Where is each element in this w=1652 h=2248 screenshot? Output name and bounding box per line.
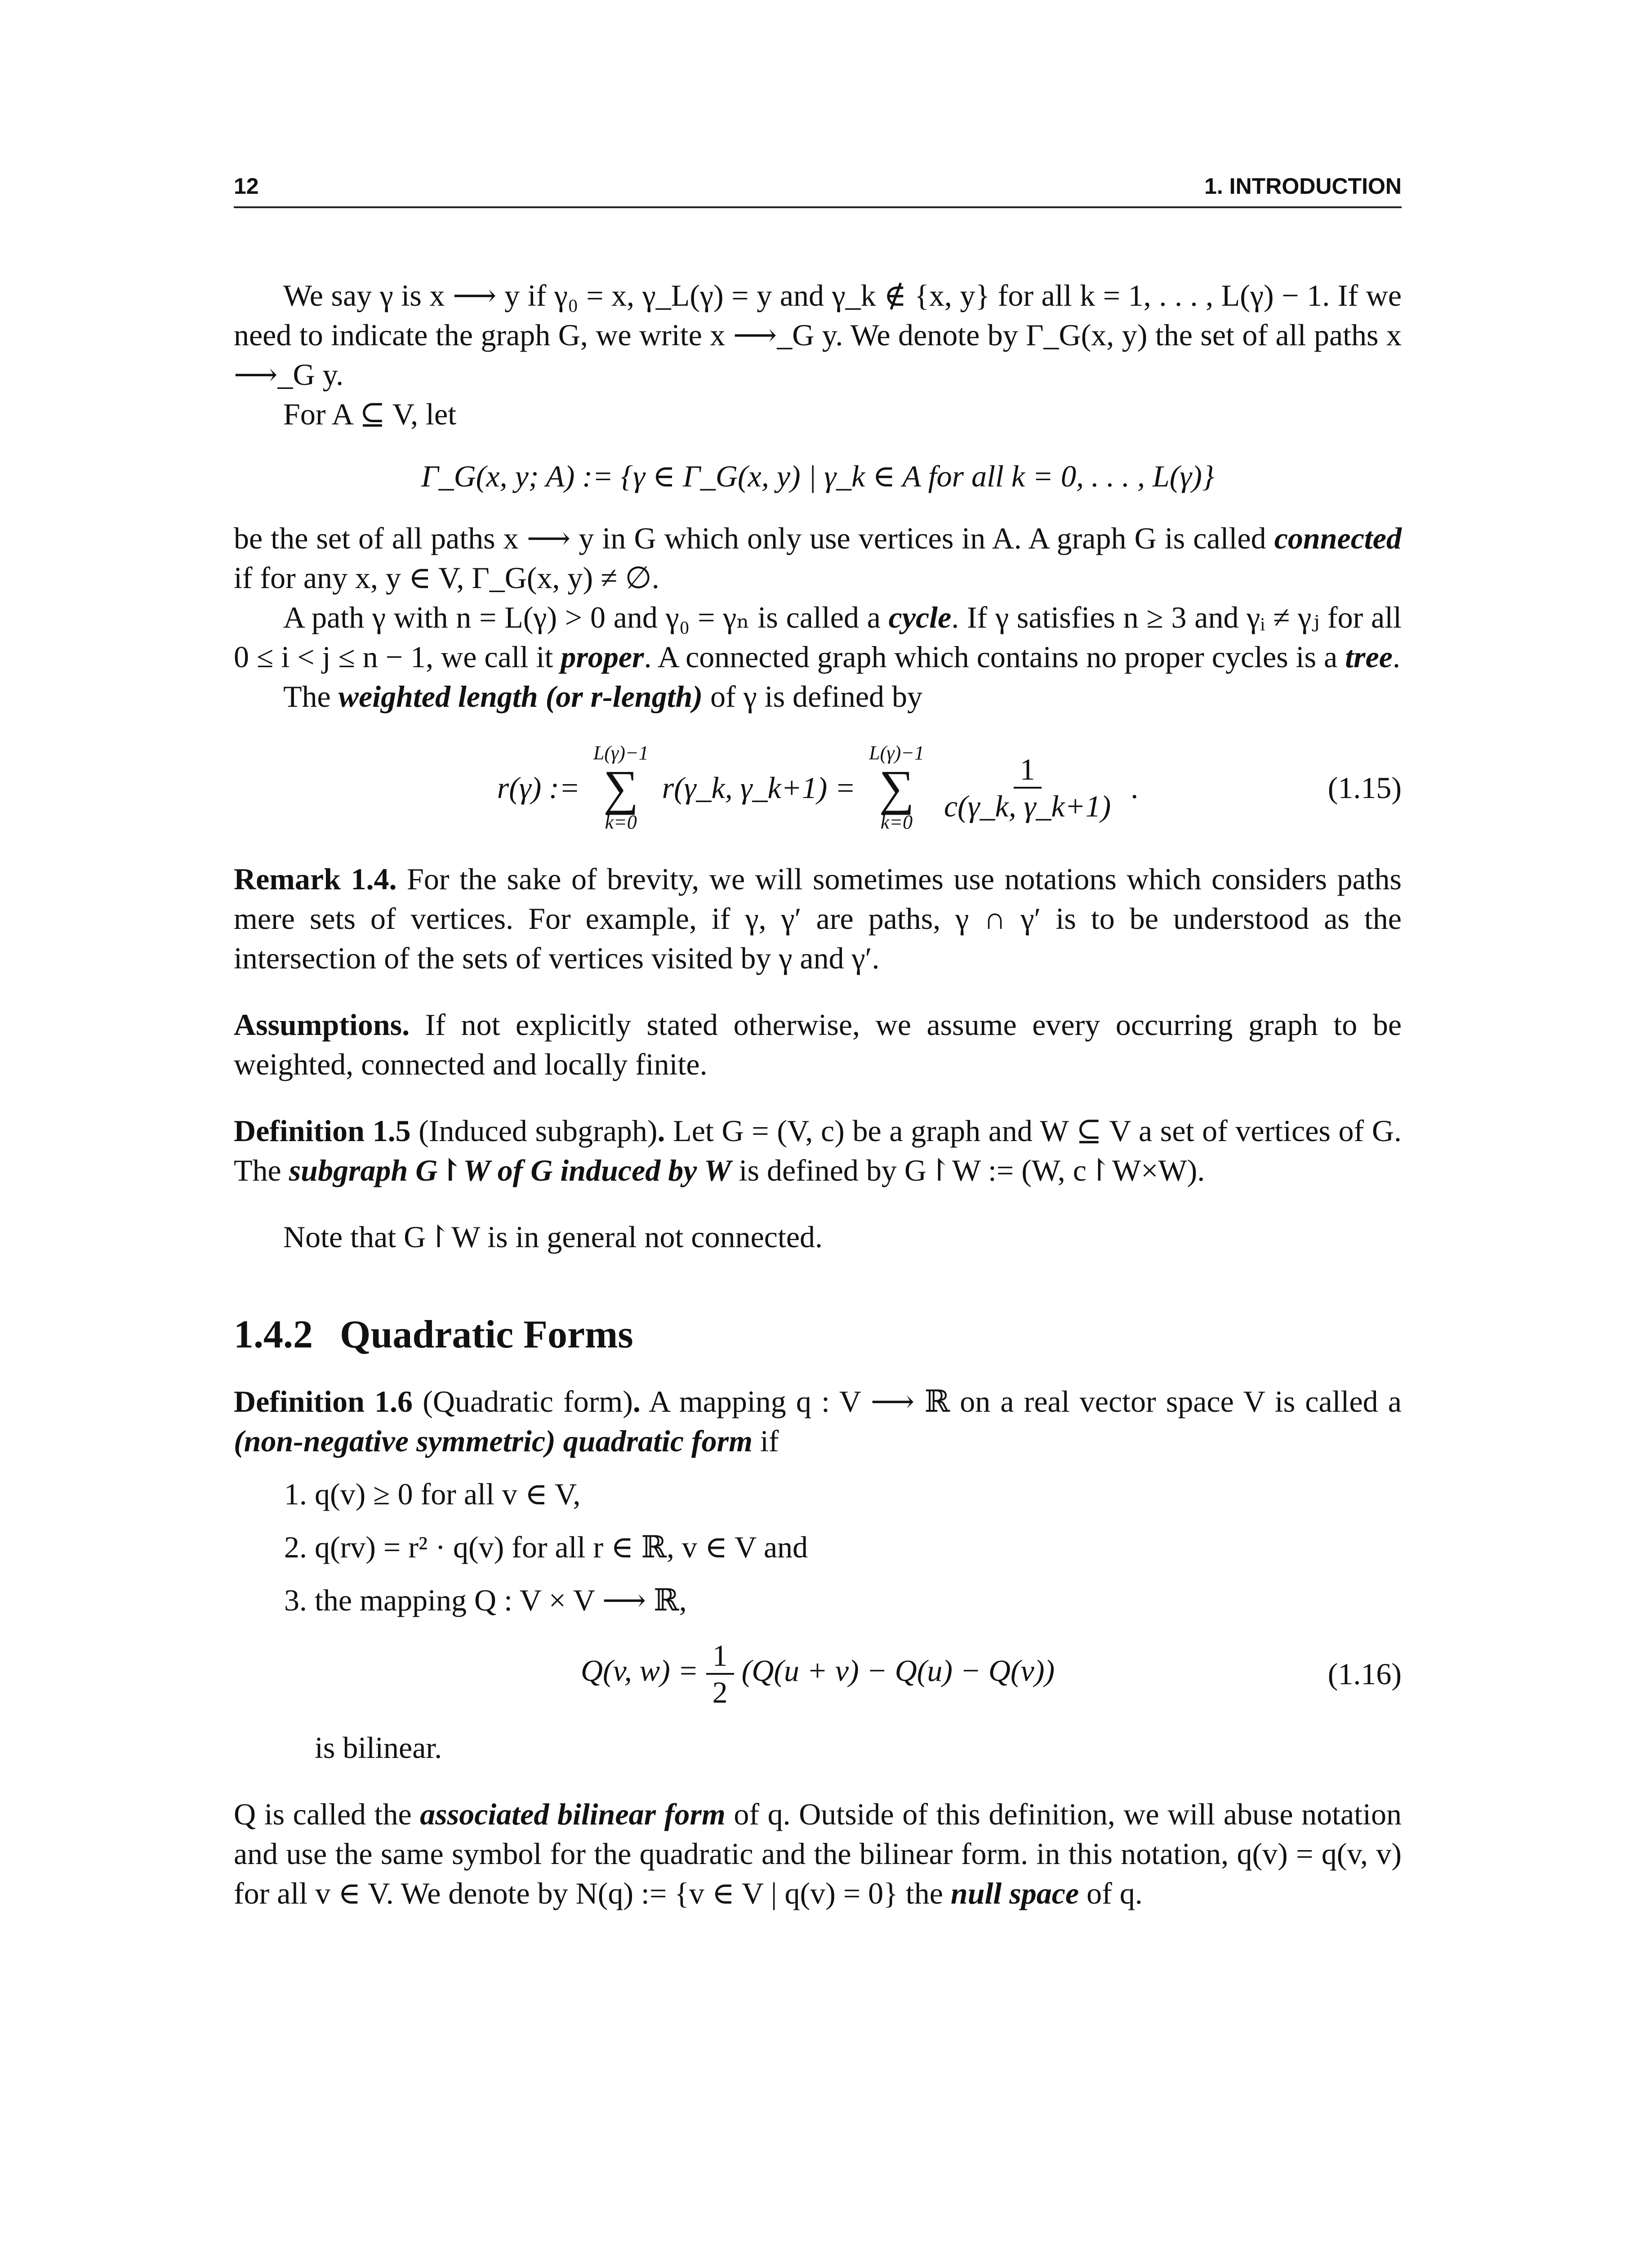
term-induced-subgraph: subgraph G↾W of G induced by W: [289, 1153, 731, 1187]
body-text: [234, 276, 1402, 1913]
assumptions: Assumptions. If not explicitly stated otherwise, we assume every occurring graph to be weighted, connected and locally finite.: [234, 1008, 1402, 1081]
remark-1-4: Remark 1.4. For the sake of brevity, we will sometimes use notations which considers paths mere sets of vertices. For example, if γ, γ′ are paths, γ ∩ γ′ is to be understood as the intersection of the sets of vertices visited by γ and γ′.: [234, 862, 1402, 975]
definition-1-6: Definition 1.6 (Quadratic form). A mapping q : V ⟶ ℝ on a real vector space V is called a (non-negative symmetric) quadratic form if: [234, 1384, 1402, 1458]
term-null-space: null space: [950, 1876, 1079, 1910]
paragraph-connected: be the set of all paths x ⟶ y in G which only use vertices in A. A graph G is called connected if for any x, y ∈ V, Γ_G(x, y) ≠ ∅.: [234, 521, 1402, 595]
term-cycle: cycle: [888, 600, 952, 634]
eq116-fraction: $\frac{1}{2}$: [706, 1638, 734, 1710]
paragraph-weighted-length: The weighted length (or r-length) of γ is defined by: [283, 679, 923, 714]
def16-label: Definition 1.6: [234, 1384, 413, 1418]
section-number: 1.4.2: [234, 1313, 313, 1356]
sum-symbol-2: L(γ)−1 ∑ k=0: [869, 742, 924, 833]
eq115-fraction: $\frac{1}{c(\gamma\_k, \gamma\_k+1)}$: [944, 752, 1111, 823]
eq115-term: r(γ_k, γ_k+1) =: [662, 771, 856, 805]
paragraph-paths: We say γ is x ⟶ y if γ₀ = x, γ_L(γ) = y and γ_k ∉ {x, y} for all k = 1, . . . , L(γ) − 1. If we need to indicate the graph G, we write x ⟶_G y. We denote by Γ_G(x, y) the set of all paths x ⟶_G y.: [234, 278, 1402, 392]
definition-1-5: Definition 1.5 (Induced subgraph). Let G = (V, c) be a graph and W ⊆ V a set of vertices of G. The subgraph G↾W of G induced by W is defined by G↾W := (W, c↾W×W).: [234, 1114, 1402, 1187]
remark-label: Remark 1.4.: [234, 862, 397, 896]
equation-number-1-15: (1.15): [1327, 771, 1402, 805]
equation-gamma-set: [234, 456, 1402, 496]
equation-1-16: [234, 1638, 1402, 1710]
condition-item: 2. q(rv) = r² · q(v) for all r ∈ ℝ, v ∈ V and: [315, 1527, 1402, 1567]
condition-item: 1. q(v) ≥ 0 for all v ∈ V,: [315, 1474, 1402, 1514]
sum-symbol-1: L(γ)−1 ∑ k=0: [593, 742, 649, 833]
equation-number-1-16: (1.16): [1327, 1657, 1402, 1691]
equation-1-15: r(γ) := L(γ)−1 ∑ k=0 r(γ_k, γ_k+1) = L(γ)−1 ∑ k=0 $\frac{1}{c(\gamma\_k, \gamma\_k+1)}$ . (1.15): [497, 742, 1402, 833]
definition-conditions: [234, 1474, 1402, 1620]
document-page: [234, 173, 1402, 1913]
eq116-rhs: (Q(u + v) − Q(u) − Q(v)): [741, 1653, 1055, 1688]
term-proper: proper: [561, 640, 644, 674]
eq116-lhs: Q(v, w) =: [580, 1653, 699, 1688]
section-heading: [234, 1315, 1402, 1355]
term-bilinear-form: associated bilinear form: [420, 1797, 726, 1831]
paragraph-cycle: A path γ with n = L(γ) > 0 and γ₀ = γₙ is called a cycle. If γ satisfies n ≥ 3 and γᵢ ≠ γⱼ for all 0 ≤ i < j ≤ n − 1, we call it proper. A connected graph which contains no proper cycles is a tree.: [234, 600, 1402, 674]
page-number: 12: [234, 174, 259, 199]
term-quadratic-form: (non-negative symmetric) quadratic form: [234, 1424, 753, 1458]
def15-label: Definition 1.5: [234, 1114, 411, 1148]
condition-item: 3. the mapping Q : V × V ⟶ ℝ,: [315, 1580, 1402, 1620]
term-connected: connected: [1274, 521, 1402, 555]
is-bilinear: is bilinear.: [315, 1731, 442, 1765]
term-tree: tree: [1345, 640, 1393, 674]
section-title: Quadratic Forms: [340, 1313, 633, 1356]
paragraph-for-a: For A ⊆ V, let: [283, 397, 457, 431]
term-weighted-length: weighted length (or r-length): [338, 679, 703, 714]
running-header: [234, 173, 1402, 208]
equation-gamma-set-text: Γ_G(x, y; A) := {γ ∈ Γ_G(x, y) | γ_k ∈ A for all k = 0, . . . , L(γ)}: [421, 459, 1215, 493]
paragraph-bilinear-form: Q is called the associated bilinear form of q. Outside of this definition, we will abuse notation and use the same symbol for the quadratic and the bilinear form. in this notation, q(v) = q(v, v) for all v ∈ V. We denote by N(q) := {v ∈ V | q(v) = 0} the null space of q.: [234, 1797, 1402, 1910]
note-induced: Note that G↾W is in general not connected.: [283, 1220, 823, 1254]
chapter-title: 1. INTRODUCTION: [1204, 174, 1402, 199]
assumptions-label: Assumptions.: [234, 1008, 410, 1042]
eq115-lhs: r(γ) :=: [497, 771, 580, 805]
